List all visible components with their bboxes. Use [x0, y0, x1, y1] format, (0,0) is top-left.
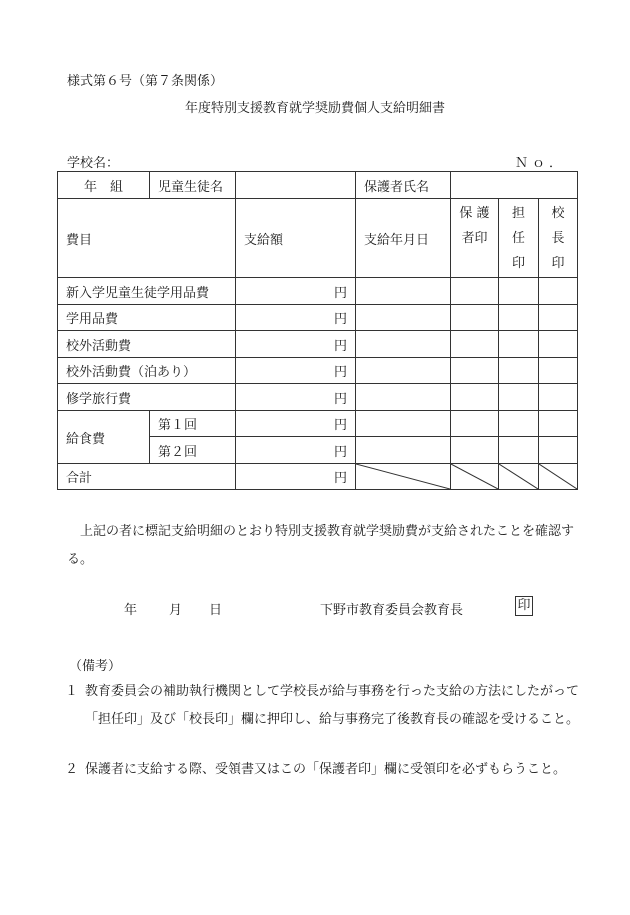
date-field[interactable] — [356, 305, 451, 331]
student-name-field[interactable] — [236, 172, 356, 199]
date-column-header: 支給年月日 — [356, 199, 451, 278]
item-label: 修学旅行費 — [58, 384, 236, 411]
date-field[interactable] — [356, 331, 451, 358]
guardian-seal-field[interactable] — [451, 437, 499, 464]
principal-seal-field[interactable] — [539, 331, 578, 358]
amount-field[interactable] — [236, 437, 356, 464]
yen-unit: 円 — [333, 471, 347, 486]
principal-seal-column-header — [539, 199, 578, 278]
guardian-seal-field[interactable] — [451, 358, 499, 384]
diagonal-line — [539, 464, 577, 489]
notes-title: （備考） — [69, 659, 122, 674]
yen-unit: 円 — [333, 285, 347, 301]
teacher-seal-char-3: 印 — [511, 255, 525, 271]
table-row — [58, 305, 578, 331]
yen-unit: 円 — [333, 312, 347, 327]
note-item — [65, 756, 580, 784]
yen-unit: 円 — [333, 418, 347, 433]
date-day-label: 日 — [209, 603, 223, 618]
teacher-seal-field[interactable] — [499, 278, 539, 305]
teacher-seal-field[interactable] — [499, 331, 539, 358]
form-number: 様式第６号（第７条関係） — [67, 74, 224, 89]
table-row — [58, 358, 578, 384]
seal-mark: 印 — [515, 596, 533, 616]
amount-field[interactable] — [236, 305, 356, 331]
principal-seal-char-2: 長 — [551, 230, 565, 246]
yen-unit: 円 — [333, 338, 347, 354]
guardian-seal-field[interactable] — [451, 331, 499, 358]
amount-field[interactable] — [236, 384, 356, 411]
guardian-seal-field[interactable] — [451, 384, 499, 411]
principal-seal-field[interactable] — [539, 437, 578, 464]
amount-field[interactable] — [236, 411, 356, 437]
item-column-header: 費目 — [58, 199, 236, 278]
item-label: 新入学児童生徒学用品費 — [58, 278, 236, 305]
note-number: １ — [65, 684, 79, 699]
date-field[interactable] — [356, 437, 451, 464]
guardian-seal-column-header — [451, 199, 499, 278]
date-year-label: 年 — [124, 603, 138, 618]
item-label: 校外活動費 — [58, 331, 236, 358]
principal-seal-field[interactable] — [539, 384, 578, 411]
date-month-label: 月 — [169, 603, 183, 618]
lunch-second-label: 第２回 — [150, 437, 236, 464]
note-text: 教育委員会の補助執行機関として学校長が給与事務を行った支給の方法にしたがって「担任印」及び「校長印」欄に押印し、給与事務完了後教育長の確認を受けること。 — [85, 684, 580, 727]
item-label: 学用品費 — [58, 305, 236, 331]
diagonal-cell — [539, 464, 578, 490]
table-row-total — [58, 464, 578, 490]
diagonal-cell — [356, 464, 451, 490]
column-header-row — [58, 199, 578, 278]
lunch-first-label: 第１回 — [150, 411, 236, 437]
guardian-name-field[interactable] — [451, 172, 578, 199]
table-row — [58, 331, 578, 358]
guardian-seal-field[interactable] — [451, 278, 499, 305]
table-row — [58, 278, 578, 305]
teacher-seal-char-2: 任 — [511, 230, 525, 246]
guardian-seal-field[interactable] — [451, 305, 499, 331]
teacher-seal-field[interactable] — [499, 411, 539, 437]
principal-seal-char-3: 印 — [551, 255, 565, 271]
diagonal-cell — [499, 464, 539, 490]
signer-title: 下野市教育委員会教育長 — [320, 603, 464, 618]
item-label: 校外活動費（泊あり） — [58, 358, 236, 384]
lunch-label: 給食費 — [58, 411, 150, 464]
teacher-seal-char-1: 担 — [511, 205, 525, 221]
teacher-seal-column-header — [499, 199, 539, 278]
payment-detail-table — [57, 171, 578, 490]
principal-seal-field[interactable] — [539, 278, 578, 305]
diagonal-line — [499, 464, 538, 489]
principal-seal-char-1: 校 — [551, 205, 565, 221]
table-row-lunch-1 — [58, 411, 578, 437]
date-field[interactable] — [356, 384, 451, 411]
date-field[interactable] — [356, 358, 451, 384]
teacher-seal-field[interactable] — [499, 384, 539, 411]
yen-unit: 円 — [333, 444, 347, 460]
teacher-seal-field[interactable] — [499, 358, 539, 384]
guardian-seal-line-1: 保 護 — [459, 205, 490, 221]
header-row-student — [58, 172, 578, 199]
note-item — [65, 678, 580, 734]
teacher-seal-field[interactable] — [499, 437, 539, 464]
school-name-label: 学校名： — [67, 156, 120, 171]
diagonal-cell — [451, 464, 499, 490]
amount-field[interactable] — [236, 358, 356, 384]
note-text: 保護者に支給する際、受領書又はこの「保護者印」欄に受領印を必ずもらうこと。 — [85, 762, 567, 777]
yen-unit: 円 — [333, 391, 347, 407]
principal-seal-field[interactable] — [539, 305, 578, 331]
principal-seal-field[interactable] — [539, 358, 578, 384]
date-field[interactable] — [356, 278, 451, 305]
yen-unit: 円 — [333, 365, 347, 380]
table-row — [58, 384, 578, 411]
amount-field[interactable] — [236, 331, 356, 358]
date-field[interactable] — [356, 411, 451, 437]
amount-column-header: 支給額 — [236, 199, 356, 278]
total-amount-field[interactable] — [236, 464, 356, 490]
teacher-seal-field[interactable] — [499, 305, 539, 331]
guardian-name-label: 保護者氏名 — [356, 172, 451, 199]
diagonal-line — [451, 464, 498, 489]
guardian-seal-line-2: 者印 — [461, 230, 488, 246]
student-name-label: 児童生徒名 — [150, 172, 236, 199]
number-label: Ｎｏ． — [515, 156, 567, 171]
note-number: ２ — [65, 762, 79, 777]
principal-seal-field[interactable] — [539, 411, 578, 437]
year-class-cell: 年 組 — [58, 172, 150, 199]
document-title: 年度特別支援教育就学奨励費個人支給明細書 — [184, 101, 445, 116]
amount-field[interactable] — [236, 278, 356, 305]
diagonal-line — [356, 464, 450, 489]
total-label: 合計 — [58, 464, 236, 490]
guardian-seal-field[interactable] — [451, 411, 499, 437]
confirmation-statement: 上記の者に標記支給明細のとおり特別支援教育就学奨励費が支給されたことを確認する。 — [67, 524, 575, 567]
